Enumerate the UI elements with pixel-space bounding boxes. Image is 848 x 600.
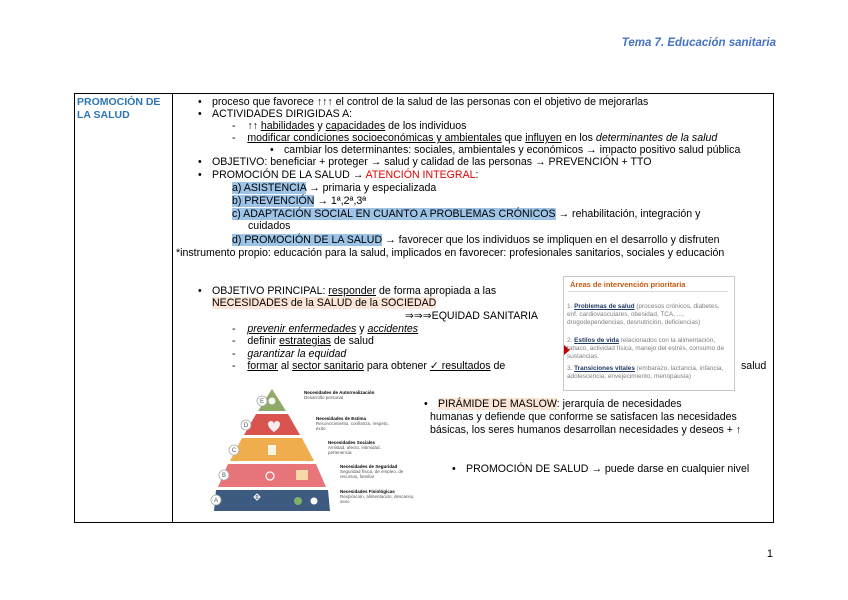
topic-line-2: LA SALUD: [77, 109, 130, 121]
people-icon: [268, 445, 276, 455]
lungs-icon: [311, 498, 318, 505]
note-line: • proceso que favorece ↑↑↑ el control de la salud de las personas con el objetivo de mejorarlas: [198, 96, 649, 108]
house-icon: [296, 470, 308, 480]
note-text: habilidades: [260, 120, 315, 132]
note-line: [212, 297, 436, 310]
note-text: de forma apropiada a las: [376, 285, 497, 297]
level-text: Desarrollo personal: [304, 395, 344, 400]
infobox-item-head: Estilos de vida: [574, 337, 619, 344]
note-line: - definir estrategias de salud: [232, 335, 374, 347]
note-line: cuidados: [248, 220, 291, 232]
infobox-item-text: (embarazo, lactancia, infancia, adolescencia, envejecimiento, menopausia): [567, 365, 724, 380]
note-line: [232, 182, 436, 195]
topic-cell: [77, 96, 169, 122]
level-title: Necesidades de Seguridad: [340, 464, 398, 469]
level-text: Seguridad física, de empleo, de recursos, familiar: [340, 469, 404, 479]
note-line: - modificar condiciones socioeconómicas y ambientales que influyen en los determinantes de la salud: [232, 132, 718, 144]
level-title: Necesidades de Estima: [316, 416, 367, 421]
note-text: que: [501, 132, 526, 144]
note-text: responder: [328, 285, 377, 297]
level-text: Respiración, alimentación, descanso, sexo: [340, 494, 415, 504]
note-text: a) ASISTENCIA: [232, 182, 307, 194]
note-line: • OBJETIVO: beneficiar + proteger → salud y calidad de las personas → PREVENCIÓN + TTO: [198, 156, 652, 168]
note-text: de: [490, 360, 506, 372]
level-letter: C: [231, 448, 237, 454]
infobox-item-number: 2.: [567, 337, 573, 344]
food-icon: [294, 497, 302, 505]
note-text: PIRÁMIDE DE MASLOW: [438, 398, 557, 410]
pyramid-level-label: [304, 390, 379, 400]
pyramid-graphic: [210, 385, 330, 513]
note-text: → rehabilitación, integración y: [555, 208, 701, 220]
note-text: estrategias: [279, 335, 331, 347]
note-text: capacidades: [325, 120, 386, 132]
pyramid-level-b: [218, 464, 326, 487]
note-line: • PROMOCIÓN DE SALUD → puede darse en cualquier nivel: [452, 463, 750, 475]
note-text: formar: [247, 360, 278, 372]
level-letter: B: [221, 473, 227, 479]
note-text: y: [314, 120, 326, 132]
note-line: - formar al sector sanitario para obtener ✓ resultados de: [232, 360, 506, 372]
note-text: de los individuos: [385, 120, 467, 132]
pyramid-level-label: [316, 416, 391, 431]
infobox-item-head: Problemas de salud: [574, 303, 635, 310]
note-text: c) ADAPTACIÓN SOCIAL EN CUANTO A PROBLEMAS CRÓNICOS: [232, 208, 556, 220]
infobox-item-number: 3.: [567, 365, 573, 372]
note-text: sector sanitario: [292, 360, 364, 372]
note-text: garantizar la equidad: [247, 348, 347, 360]
infobox-title: Áreas de intervención prioritaria: [570, 280, 686, 289]
infobox-item: [567, 303, 727, 327]
note-text: : jerarquía de necesidades: [556, 398, 682, 410]
note-text: modificar condiciones socioeconómicas y ambientales: [247, 132, 502, 144]
note-text: para obtener: [363, 360, 430, 372]
note-line: • ACTIVIDADES DIRIGIDAS A:: [198, 108, 353, 120]
note-text: ↑↑: [247, 120, 261, 132]
note-text: → primaria y especializada: [306, 182, 437, 194]
note-line: [232, 208, 700, 221]
self-realization-icon: [269, 398, 276, 405]
note-line: - ↑↑ habilidades y capacidades de los individuos: [232, 120, 467, 132]
note-line: • OBJETIVO PRINCIPAL: responder de forma apropiada a las: [198, 285, 497, 297]
level-title: Necesidades de Autorrealización: [304, 390, 375, 395]
note-line: • PROMOCIÓN DE LA SALUD → ATENCIÓN INTEGRAL:: [198, 169, 479, 181]
pyramid-level-label: [340, 489, 415, 504]
level-text: Amistad, afecto, intimidad, pertenencia: [328, 445, 381, 455]
note-line: básicas, los seres humanos desarrollan necesidades y deseos + ↑: [430, 424, 742, 436]
note-text: b) PREVENCIÓN: [232, 195, 315, 207]
note-text: ✓ resultados: [429, 360, 491, 372]
note-text: PROMOCIÓN DE SALUD → puede darse en cualquier nivel: [466, 463, 750, 475]
level-letter: A: [213, 498, 219, 504]
note-text: al: [277, 360, 293, 372]
note-text: ACTIVIDADES DIRIGIDAS A:: [212, 108, 353, 120]
note-line: salud: [741, 360, 767, 372]
note-text: prevenir enfermedades: [247, 323, 357, 335]
note-text: en los: [561, 132, 596, 144]
note-text: determinantes de la salud: [595, 132, 718, 144]
infobox-item-number: 1.: [567, 303, 573, 310]
page-number: 1: [766, 548, 773, 560]
infobox-item: [567, 365, 727, 381]
note-line: • PIRÁMIDE DE MASLOW: jerarquía de necesidades: [424, 398, 682, 410]
note-text: definir: [247, 335, 280, 347]
priority-areas-image: [563, 276, 735, 391]
pyramid-level-label: [328, 440, 403, 455]
note-text: accidentes: [367, 323, 419, 335]
note-text: OBJETIVO: beneficiar + proteger → salud y calidad de las personas → PREVENCIÓN + TTO: [212, 156, 652, 168]
page-header-title: Tema 7. Educación sanitaria: [621, 37, 776, 49]
level-letter: D: [243, 423, 249, 429]
maslow-pyramid-image: [200, 385, 420, 515]
table-column-divider: [172, 93, 173, 523]
note-text: de salud: [330, 335, 374, 347]
note-text: influyen: [525, 132, 562, 144]
note-text: OBJETIVO PRINCIPAL:: [212, 285, 329, 297]
note-text: → 1ª,2ª,3ª: [314, 195, 367, 207]
level-title: Necesidades Sociales: [328, 440, 376, 445]
note-text: → favorecer que los individuos se impliquen en el desarrollo y disfruten: [382, 234, 720, 246]
note-text: d) PROMOCIÓN DE LA SALUD: [232, 234, 383, 246]
note-line: - prevenir enfermedades y accidentes: [232, 323, 419, 335]
note-line: • cambiar los determinantes: sociales, ambientales y económicos → impacto positivo salud pública: [270, 144, 741, 156]
infobox-item-text: relacionados con la alimentación, tabaco, actividad física, manejo del estrés, consumo de sustancias.: [567, 337, 725, 360]
note-line: humanas y defiende que conforme se satisfacen las necesidades: [430, 411, 737, 423]
note-text: NECESIDADES de la SALUD de la SOCIEDAD: [212, 297, 437, 309]
pyramid-level-label: [340, 464, 415, 479]
level-title: Necesidades Fisiológicas: [340, 489, 395, 494]
topic-line-1: PROMOCIÓN DE: [77, 96, 161, 108]
infobox-item: [567, 337, 727, 361]
note-text: y: [356, 323, 368, 335]
note-line: [232, 234, 720, 247]
level-letter: E: [259, 399, 265, 405]
infobox-item-text: (procesos crónicos, diabetes, enf. cardiovasculares, obesidad, TCA, ..., drogodependencias, desnutrición, deficiencias): [567, 303, 720, 326]
note-line: *instrumento propio: educación para la salud, implicados en favorecer: profesionales sanitarios, sociales y educación: [176, 247, 725, 259]
note-text: proceso que favorece ↑↑↑ el control de la salud de las personas con el objetivo de mejorarlas: [212, 96, 649, 108]
note-line: [232, 195, 366, 208]
note-text: ATENCIÓN INTEGRAL: [365, 169, 476, 181]
level-text: Reconocimiento, confianza, respeto, éxito: [316, 421, 389, 431]
infobox-item-head: Transiciones vitales: [574, 365, 635, 372]
note-text: :: [475, 169, 479, 181]
note-line: ⇒⇒⇒EQUIDAD SANITARIA: [405, 310, 538, 322]
note-text: PROMOCIÓN DE LA SALUD →: [212, 169, 366, 181]
note-text: cambiar los determinantes: sociales, ambientales y económicos → impacto positivo salud pública: [284, 144, 741, 156]
note-line: - garantizar la equidad: [232, 348, 347, 360]
